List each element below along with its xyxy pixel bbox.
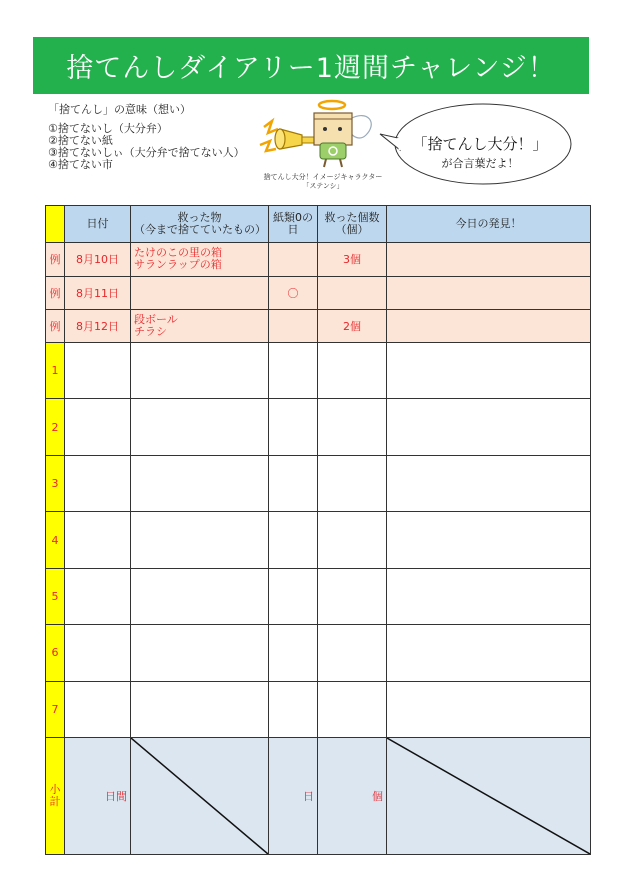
example-count: 3個 <box>318 243 387 276</box>
date-entry[interactable] <box>65 625 131 681</box>
zero-paper-entry[interactable] <box>269 343 318 399</box>
day-row <box>46 455 591 511</box>
example-item: たけのこの里の箱 <box>134 246 222 260</box>
example-count: 2個 <box>318 309 387 342</box>
count-entry[interactable] <box>318 568 387 624</box>
meaning-heading: 「捨てんし」の意味（想い） <box>48 103 191 116</box>
example-row <box>46 243 591 276</box>
subtotal-label <box>46 737 65 854</box>
mascot-name: 「ステンシ」 <box>302 182 344 190</box>
zero-paper-entry[interactable] <box>269 681 318 737</box>
example-label: 例 <box>46 243 65 276</box>
example-zero-paper: 〇 <box>269 276 318 309</box>
header-saved-item <box>131 206 269 243</box>
example-items <box>131 276 269 309</box>
example-label: 例 <box>46 276 65 309</box>
meaning-item: ④捨てない市 <box>48 158 113 171</box>
saved-item-entry[interactable] <box>131 568 269 624</box>
day-number: 5 <box>46 568 65 624</box>
zero-paper-entry[interactable] <box>269 625 318 681</box>
day-row <box>46 343 591 399</box>
day-number: 7 <box>46 681 65 737</box>
meaning-list <box>48 123 245 171</box>
saved-item-entry[interactable] <box>131 455 269 511</box>
header-date: 日付 <box>65 206 131 243</box>
mascot-illustration <box>250 95 380 170</box>
example-item: サランラップの箱 <box>134 258 222 272</box>
example-row <box>46 309 591 342</box>
header-number-cell <box>46 206 65 243</box>
subtotal-crossed-cell <box>387 737 591 854</box>
bubble-slogan: 「捨てんし大分！」 <box>412 135 548 153</box>
discovery-entry[interactable] <box>387 568 591 624</box>
subtotal-row <box>46 737 591 854</box>
count-entry[interactable] <box>318 399 387 455</box>
discovery-entry[interactable] <box>387 399 591 455</box>
day-number: 4 <box>46 512 65 568</box>
zero-paper-entry[interactable] <box>269 455 318 511</box>
header-count-unit: （個） <box>335 223 369 237</box>
example-count <box>318 276 387 309</box>
example-row <box>46 276 591 309</box>
count-entry[interactable] <box>318 343 387 399</box>
header-saved-item-line: 救った物 <box>177 211 222 225</box>
date-entry[interactable] <box>65 343 131 399</box>
date-entry[interactable] <box>65 455 131 511</box>
day-number: 1 <box>46 343 65 399</box>
header-count <box>318 206 387 243</box>
mascot-caption <box>258 173 388 191</box>
table-header-row <box>46 206 591 243</box>
discovery-entry[interactable] <box>387 343 591 399</box>
example-discovery <box>387 309 591 342</box>
example-label: 例 <box>46 309 65 342</box>
day-number: 6 <box>46 625 65 681</box>
subtotal-label-char: 計 <box>49 794 61 808</box>
example-zero-paper <box>269 309 318 342</box>
bubble-subtext: が合言葉だよ！ <box>441 157 519 170</box>
header-count-line: 救った個数 <box>324 211 380 225</box>
header-zero-paper <box>269 206 318 243</box>
header-zero-paper-line: 日 <box>287 223 299 237</box>
meaning-item: ②捨てない紙 <box>48 134 113 147</box>
day-row <box>46 512 591 568</box>
subtotal-label-char: 小 <box>49 782 61 796</box>
page-title: 捨てんしダイアリー1週間チャレンジ！ <box>33 37 589 94</box>
diagonal-line <box>387 738 590 854</box>
meaning-item: ①捨てないし（大分弁） <box>48 122 168 135</box>
diary-table <box>45 205 591 855</box>
example-item: チラシ <box>134 324 167 338</box>
count-entry[interactable] <box>318 625 387 681</box>
day-number: 3 <box>46 455 65 511</box>
header-saved-item-note: （今まで捨てていたもの） <box>134 223 266 237</box>
subtotal-zero-paper[interactable]: 日 <box>269 737 318 854</box>
example-zero-paper <box>269 243 318 276</box>
example-discovery <box>387 276 591 309</box>
header-zero-paper-line: 紙類0の <box>273 211 313 225</box>
meaning-item: ③捨てないしぃ（大分弁で捨てない人） <box>48 146 245 159</box>
zero-paper-entry[interactable] <box>269 512 318 568</box>
day-row <box>46 625 591 681</box>
diagonal-line <box>131 738 268 854</box>
subtotal-days[interactable]: 日間 <box>65 737 131 854</box>
mascot-caption-line: 捨てんし大分！イメージキャラクター <box>263 173 383 181</box>
subtotal-count[interactable]: 個 <box>318 737 387 854</box>
example-discovery <box>387 243 591 276</box>
day-row <box>46 681 591 737</box>
saved-item-entry[interactable] <box>131 512 269 568</box>
saved-item-entry[interactable] <box>131 625 269 681</box>
discovery-entry[interactable] <box>387 512 591 568</box>
discovery-entry[interactable] <box>387 625 591 681</box>
example-date: 8月10日 <box>65 243 131 276</box>
discovery-entry[interactable] <box>387 681 591 737</box>
date-entry[interactable] <box>65 512 131 568</box>
day-row <box>46 399 591 455</box>
example-items <box>131 309 269 342</box>
example-item: 段ボール <box>134 312 178 326</box>
day-row <box>46 568 591 624</box>
count-entry[interactable] <box>318 455 387 511</box>
header-discovery: 今日の発見！ <box>387 206 591 243</box>
example-date: 8月12日 <box>65 309 131 342</box>
date-entry[interactable] <box>65 568 131 624</box>
date-entry[interactable] <box>65 681 131 737</box>
discovery-entry[interactable] <box>387 455 591 511</box>
count-entry[interactable] <box>318 512 387 568</box>
example-items <box>131 243 269 276</box>
zero-paper-entry[interactable] <box>269 568 318 624</box>
count-entry[interactable] <box>318 681 387 737</box>
saved-item-entry[interactable] <box>131 399 269 455</box>
date-entry[interactable] <box>65 399 131 455</box>
example-date: 8月11日 <box>65 276 131 309</box>
saved-item-entry[interactable] <box>131 681 269 737</box>
day-number: 2 <box>46 399 65 455</box>
saved-item-entry[interactable] <box>131 343 269 399</box>
zero-paper-entry[interactable] <box>269 399 318 455</box>
subtotal-crossed-cell <box>131 737 269 854</box>
